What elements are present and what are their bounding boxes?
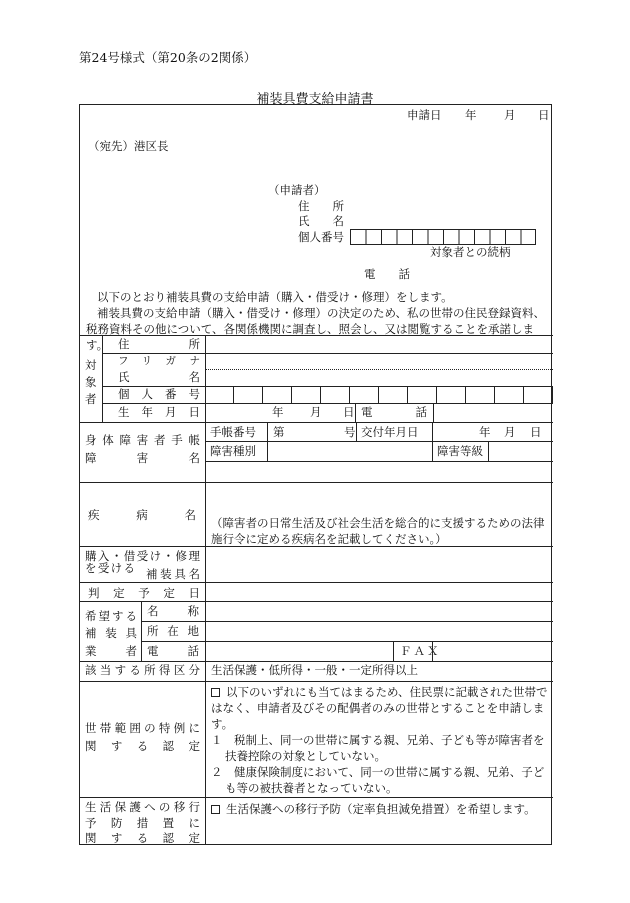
household-label-line1: 世帯範囲の特例に: [85, 721, 200, 735]
subject-phone-label: 電話: [361, 405, 427, 419]
applicant-address-label: 住 所: [298, 199, 344, 213]
income-category-options: 生活保護・低所得・一般・一定所得以上: [211, 663, 418, 677]
household-item-2: ２ 健康保険制度において、同一の世帯に属する親、兄弟、子ども等の被扶養者となっていない。: [211, 765, 545, 795]
disability-grade-label: 障害等級: [437, 444, 483, 458]
subject-id-number-boxes[interactable]: [205, 386, 553, 403]
application-form: [79, 104, 552, 845]
welfare-request: 生活保護への移行予防（定率負担減免措置）を希望します。: [211, 801, 552, 817]
subject-birth-day: 日: [343, 405, 355, 419]
disability-name-label: 障害名: [85, 451, 200, 465]
household-request: 以下のいずれにも当てはまるため、住民票に記載された世帯ではなく、申請者及びその配偶者のみの世帯とすることを申請します。: [211, 685, 548, 731]
applicant-id-number-boxes[interactable]: [350, 229, 536, 245]
household-label-line2: 関する認定: [85, 739, 200, 753]
disease-name-label: 疾病名: [88, 508, 196, 522]
welfare-label-line3: 関する認定: [85, 831, 200, 845]
issue-date-label: 交付年月日: [361, 425, 419, 439]
welfare-label-line1: 生活保護への移行: [85, 800, 200, 814]
provider-location-label: 所在地: [147, 624, 199, 638]
device-label-line2a: を受ける: [85, 561, 135, 575]
issue-date-year: 年: [479, 425, 491, 439]
subject-furigana-label: フリガナ: [118, 355, 200, 367]
addressee: （宛先）港区長: [88, 139, 169, 153]
provider-label-line2: 補装具: [85, 626, 137, 640]
application-date-day: 日: [538, 108, 550, 122]
disability-notebook-label: 身体障害者手帳: [85, 433, 200, 447]
income-category-label: 該当する所得区分: [85, 663, 200, 677]
disease-note: （障害者の日常生活及び社会生活を総合的に支援するための法律施行令に定める疾病名を記載してください。）: [211, 516, 545, 546]
provider-name-label: 名称: [147, 604, 199, 618]
statement-line-1: 以下のとおり補装具費の支給申請（購入・借受け・修理）をします。: [97, 290, 453, 304]
subject-address-label: 住所: [118, 337, 200, 351]
provider-fax-label: ＦＡＸ: [400, 644, 441, 658]
welfare-checkbox[interactable]: [211, 805, 220, 814]
issue-date-day: 日: [530, 425, 542, 439]
form-title: 補装具費支給申請書: [256, 92, 374, 107]
applicant-label: （申請者）: [268, 183, 326, 197]
form-number: 第24号様式（第20条の2関係）: [79, 50, 257, 65]
household-item-1: １ 税制上、同一の世帯に属する親、兄弟、子ども等が障害者を扶養控除の対象としていない。: [211, 733, 545, 763]
subject-section-label: 対象者: [85, 358, 97, 406]
provider-phone-label: 電話: [147, 644, 199, 658]
applicant-relation-label: 対象者との続柄: [430, 245, 511, 259]
application-date-month: 月: [504, 108, 516, 122]
application-date-year: 年: [465, 108, 477, 122]
applicant-id-number-label: 個人番号: [298, 230, 344, 244]
applicant-phone-label: 電 話: [364, 267, 410, 281]
subject-birth-year: 年: [272, 405, 284, 419]
issue-date-month: 月: [504, 425, 516, 439]
notebook-number-prefix: 第: [273, 425, 285, 439]
subject-birth-month: 月: [310, 405, 322, 419]
application-date-label: 申請日: [407, 108, 442, 122]
scheduled-date-label: 判定予定日: [88, 586, 200, 600]
welfare-label-line2: 予防措置に: [85, 816, 200, 830]
subject-birthdate-label: 生年月日: [118, 405, 200, 419]
subject-id-number-label: 個人番号: [118, 387, 200, 401]
subject-name-label: 氏名: [118, 370, 200, 384]
device-label-line1: 購入・借受け・修理: [85, 549, 200, 563]
provider-label-line1: 希望する: [85, 609, 137, 623]
notebook-number-suffix: 号: [344, 425, 356, 439]
household-checkbox[interactable]: [211, 688, 220, 697]
device-name-label: 補装具名: [146, 567, 200, 581]
notebook-number-label: 手帳番号: [210, 425, 256, 439]
disability-type-label: 障害種別: [210, 444, 256, 458]
statement-line-2: 補装具費の支給申請（購入・借受け・修理）の決定のため、私の世帯の住民登録資料、税務資料その他について、各関係機関に調査し、照会し、又は閲覧することを承諾します。: [86, 306, 546, 352]
provider-label-line3: 業者: [85, 644, 137, 658]
applicant-name-label: 氏 名: [298, 214, 344, 228]
